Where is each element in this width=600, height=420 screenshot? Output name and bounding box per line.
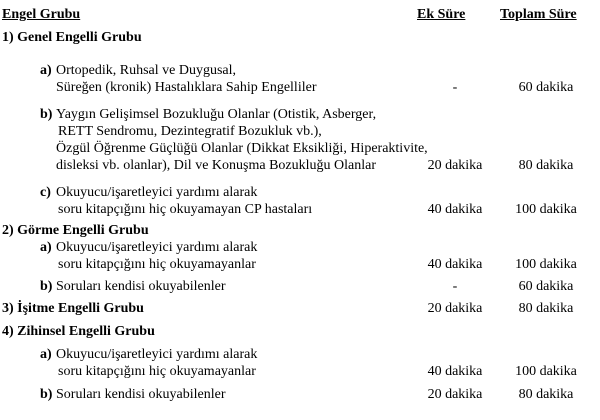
item-text-4a (56, 346, 257, 380)
item-4b-line: Soruları kendisi okuyabilenler (56, 387, 226, 402)
item-label-2b: b) (40, 279, 53, 294)
item-label-2a: a) (40, 240, 52, 255)
header-ek-sure: Ek Süre (417, 7, 466, 22)
item-2a-line: soru kitapçığını hiç okuyamayanlar (58, 257, 256, 272)
item-1a-line: Ortopedik, Ruhsal ve Duygusal, (56, 63, 237, 78)
item-2b-line: Soruları kendisi okuyabilenler (56, 279, 226, 294)
item-label-1a: a) (40, 63, 52, 78)
item-1c-line: Okuyucu/işaretleyici yardımı alarak (56, 185, 258, 200)
header-engel-grubu: Engel Grubu (2, 7, 81, 22)
toplam-sure-2a: 100 dakika (515, 257, 577, 272)
ek-sure-1b: 20 dakika (427, 158, 483, 173)
item-1c-line: soru kitapçığını hiç okuyamayan CP hastaları (58, 202, 313, 217)
item-label-1c: c) (40, 185, 51, 200)
ek-sure-2b: - (452, 279, 458, 294)
ek-sure-4a: 40 dakika (427, 364, 483, 379)
toplam-sure-4b: 80 dakika (518, 387, 574, 402)
group-title-isitme: 3) İşitme Engelli Grubu (2, 301, 144, 316)
ek-sure-4b: 20 dakika (427, 387, 483, 402)
item-label-4b: b) (40, 387, 53, 402)
item-text-1b (56, 106, 428, 174)
toplam-sure-4a: 100 dakika (515, 364, 577, 379)
item-4a-line: Okuyucu/işaretleyici yardımı alarak (56, 347, 258, 362)
item-text-2a (56, 239, 257, 273)
ek-sure-3: 20 dakika (427, 301, 483, 316)
item-text-2b (56, 278, 226, 295)
item-1b-line: Yaygın Gelişimsel Bozukluğu Olanlar (Otistik, Asberger, (56, 107, 377, 122)
toplam-sure-2b: 60 dakika (518, 279, 574, 294)
ek-sure-1a: - (452, 80, 458, 95)
ek-sure-2a: 40 dakika (427, 257, 483, 272)
item-1b-line: RETT Sendromu, Dezintegratif Bozukluk vb.), (58, 124, 322, 139)
item-1b-line: Özgül Öğrenme Güçlüğü Olanlar (Dikkat Eksikliği, Hiperaktivite, (56, 141, 428, 156)
toplam-sure-1b: 80 dakika (518, 158, 574, 173)
ek-sure-1c: 40 dakika (427, 202, 483, 217)
item-2a-line: Okuyucu/işaretleyici yardımı alarak (56, 240, 258, 255)
item-4a-line: soru kitapçığını hiç okuyamayanlar (58, 364, 256, 379)
item-text-1a (56, 62, 316, 96)
group-title-gorme: 2) Görme Engelli Grubu (2, 223, 149, 238)
item-label-4a: a) (40, 347, 52, 362)
toplam-sure-3: 80 dakika (518, 301, 574, 316)
item-text-1c (56, 184, 312, 218)
group-title-genel: 1) Genel Engelli Grubu (2, 30, 142, 45)
toplam-sure-1a: 60 dakika (518, 80, 574, 95)
item-1a-line: Süreğen (kronik) Hastalıklara Sahip Engelliler (56, 80, 317, 95)
header-toplam-sure: Toplam Süre (500, 7, 577, 22)
item-1b-line: disleksi vb. olanlar), Dil ve Konuşma Bozukluğu Olanlar (56, 158, 376, 173)
item-label-1b: b) (40, 107, 53, 122)
group-title-zihinsel: 4) Zihinsel Engelli Grubu (2, 324, 155, 339)
toplam-sure-1c: 100 dakika (515, 202, 577, 217)
item-text-4b (56, 386, 226, 403)
